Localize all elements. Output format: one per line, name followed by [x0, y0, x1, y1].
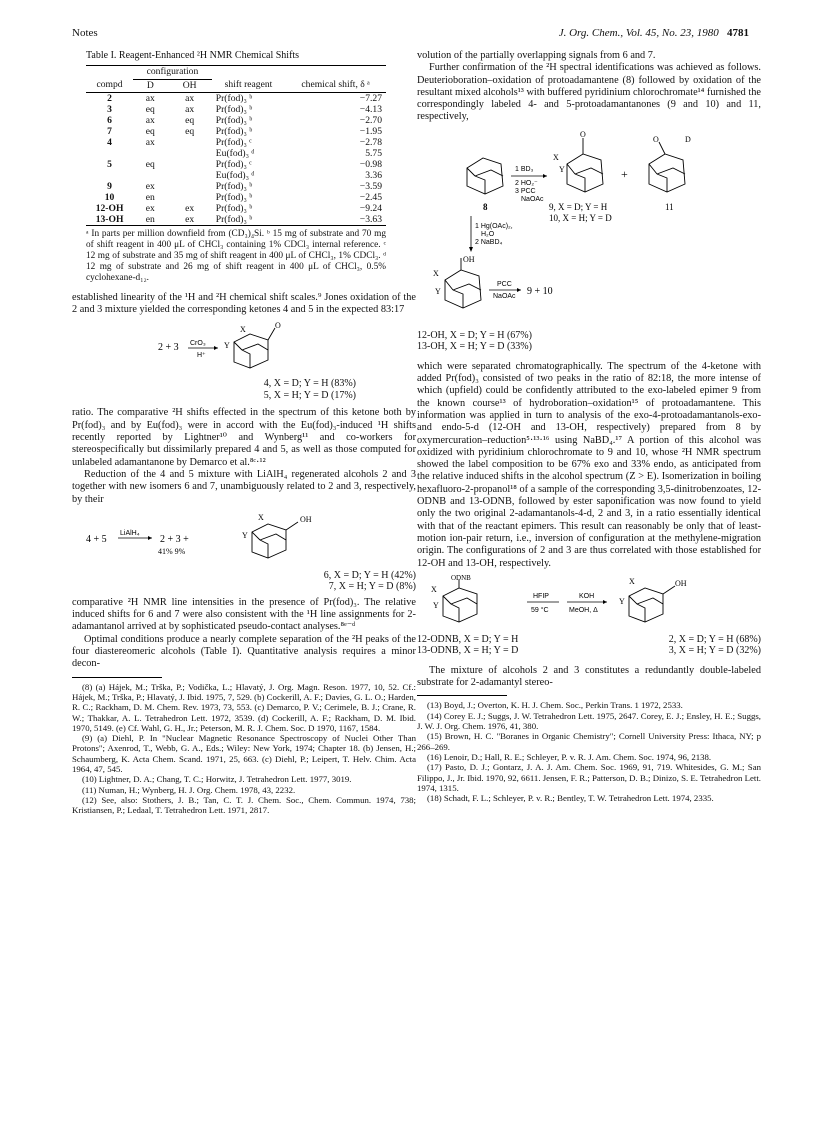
- scheme-2-drawing: [72, 510, 416, 570]
- oxymercuration-step: 1 Hg(OAc)₂,: [475, 222, 513, 230]
- table-cell: −3.59: [359, 180, 382, 192]
- reduction-step: 2 NaBD₄: [475, 238, 503, 246]
- table-row: [86, 92, 386, 104]
- col-header: OH: [182, 79, 197, 91]
- table-cell: [168, 148, 212, 159]
- scheme-2-caption: [72, 570, 416, 593]
- col-header: chemical shift, δ ᵃ: [301, 79, 370, 91]
- footnote: (18) Schadt, F. L.; Schleyer, P. v. R.; Bentley, T. W. Tetrahedron Lett. 1974, 2335.: [427, 793, 714, 804]
- table-cell: Pr(fod)₃ ᵇ: [215, 103, 253, 115]
- paragraph: The mixture of alcohols 2 and 3 constitutes a redundantly double-labeled substrate for 2-adamantyl stereo-: [417, 664, 761, 689]
- footnote: (11) Numan, H.; Wynberg, H. J. Org. Chem. 1978, 43, 2232.: [82, 784, 296, 795]
- footnote: (9) (a) Diehl, P. In "Nuclear Magnetic Resonance Spectroscopy of Nuclei Other Than Protons"; Axenrod, T., Webb, G. A., Eds.; Wiley: New York, 1974; Chapter 18. (b) Jensen, H.; Schaumberg, K. Acta Chem. Scand. 1971, 25, 663. (c) Diehl, P.; Leipert, T. Helv. Chim. Acta 1964, 47, 545.: [72, 733, 416, 775]
- footnote-rule: [72, 677, 162, 678]
- reagent-naoac: NaOAc: [493, 292, 516, 300]
- table-cell: ex: [145, 180, 155, 192]
- reagent-cro3: CrO₃: [190, 340, 206, 348]
- table-cell: 3.36: [365, 169, 382, 181]
- footnote: (17) Pasto, D. J.; Gontarz, J. A. J. Am. Chem. Soc. 1969, 91, 719. Whitesides, G. M.; San Filippo, J., Jr. Ibid. 1970, 92, 6611. Jensen, F. R.; Patterson, D. B.; Dinizo, S. E. Tetrahedron Lett. 1974, 1315.: [417, 762, 761, 793]
- footnote: (14) Corey E. J.; Suggs, J. W. Tetrahedron Lett. 1975, 2647. Corey, E. J.; Ensley, H. E.; Suggs, J. W. J. Org. Chem. 1976, 41, 380.: [417, 710, 761, 732]
- table-cell: ax: [145, 136, 155, 148]
- journal-citation: J. Org. Chem., Vol. 45, No. 23, 1980: [558, 27, 719, 39]
- sub-x: X: [258, 512, 264, 522]
- protoadamantanone-structure: [567, 138, 603, 192]
- table-cell: [133, 148, 167, 159]
- compound-8-label: 8: [483, 201, 488, 212]
- reaction-temp: 59 °C: [531, 606, 549, 614]
- table-cell: −2.78: [359, 136, 382, 148]
- right-footnotes: [417, 700, 761, 803]
- step-1: 1 BD₃: [515, 165, 534, 173]
- sub-x: X: [629, 576, 635, 586]
- table-row: [86, 137, 386, 148]
- paragraph: volution of the partially overlapping signals from 6 and 7.: [417, 50, 656, 61]
- protoadamantene-structure: [467, 158, 503, 194]
- arrowhead: [214, 346, 218, 350]
- footnote: (15) Brown, H. C. "Boranes in Organic Chemistry"; Cornell University Press: Ithaca, NY; p 266–269.: [417, 731, 761, 752]
- adamantanol-structure: [252, 522, 298, 558]
- table-cell: [86, 170, 133, 181]
- paragraph: which were separated chromatographically. The spectrum of the 4-ketone with added Pr(fod)₃ consisted of two peaks in the ratio of 82:18, the more intense of which (upfield) could be confidently attributed to the exo-labeled epimer 9 from the known course¹³ of hydroboration–oxidation¹⁵ of protoadamantene. This information was applied in turn to analysis of the exo-4-protoadamantanols-exo- and endo-5-d (12-OH and 13-OH, respectively) prepared from 8 by oxymercuration–reduction⁵·¹³·¹⁶ using NaBD₄.¹⁷ A portion of this alcohol was oxidized with pyridinium chlorochromate to 9 and 10, whose ²H NMR spectrum showed the label composition to be 67% exo and 33% endo, as anticipated from the relative induced shifts in the alcohol spectrum (Z > E). Isomerization in boiling hexafluoro-2-propanol¹⁸ of a sample of the corresponding 3,5-dinitrobenzoates, 12-ODNB and 13-ODNB, followed by ester saponification was now found to yield only the two original 2-adamantanols-4-d, 2 and 3, in a ratio essentially identical with that of the reactant epimers. This result can reasonably be only that of least-motion ion-pair return, i.e., inversion of configuration at the methylene-migration origin. The configurations of 2 and 3 are thus correlated with those established for 12-OH and 13-OH, respectively.: [417, 360, 761, 569]
- table-cell: −2.45: [359, 191, 382, 203]
- arrowhead: [517, 288, 521, 292]
- table-cell: Pr(fod)₃ ᵇ: [215, 213, 253, 225]
- right-column: [417, 50, 761, 803]
- table-cell: [133, 170, 167, 181]
- table-row: [86, 126, 386, 137]
- config-header: configuration: [133, 66, 212, 79]
- scheme-isomerization: [417, 574, 761, 630]
- table-cell: [168, 137, 212, 148]
- table-row: [86, 104, 386, 115]
- compound-10-label: 10, X = H; Y = D: [549, 212, 612, 223]
- footnote-rule: [417, 695, 507, 696]
- arrowhead: [603, 600, 607, 604]
- arrowhead: [148, 536, 152, 540]
- table-cell: −1.95: [359, 125, 382, 137]
- arrowhead: [543, 174, 547, 178]
- reagent-hfip: HFIP: [533, 592, 549, 600]
- table-cell: 4: [107, 136, 112, 148]
- caption-line: 6, X = D; Y = H (42%): [323, 569, 416, 581]
- step-2: 2 HO₂⁻: [515, 179, 538, 187]
- caption-line: 5, X = H; Y = D (17%): [263, 389, 356, 401]
- table-row: [86, 214, 386, 226]
- sub-x: X: [431, 584, 437, 594]
- table-cell: eq: [145, 103, 155, 115]
- table-cell: [168, 159, 212, 170]
- scheme-4-drawing: [417, 574, 761, 630]
- table-footnote: ᵃ In parts per million downfield from (CD₃)₄Si. ᵇ 15 mg of substrate and 70 mg of shift reagent in 400 μL of CHCl₃ containing 1% CDCl₃ internal reference. ᶜ 12 mg of substrate and 35 mg of shift reagent in 400 μL of CHCl₃, 1% CDCl₃. ᵈ 12 mg of substrate and 26 mg of shift reagent in 400 μL of CHCl₃, 0.5% cyclohexane-d₁₂.: [86, 228, 386, 283]
- ketone-11-structure: [649, 142, 685, 192]
- scheme-3-drawing: [417, 128, 761, 340]
- paragraph: established linearity of the ¹H and ²H chemical shift scales.⁹ Jones oxidation of the 2 and 3 mixture yielded the corresponding ketones 4 and 5 in the expected 83:17: [72, 291, 416, 316]
- step-3: 3 PCC: [515, 187, 536, 195]
- table-cell: Eu(fod)₃ ᵈ: [215, 169, 255, 181]
- reagent-koh: KOH: [579, 592, 595, 600]
- col-header: compd: [96, 79, 123, 91]
- footnote: (16) Lenoir, D.; Hall, R. E.; Schleyer, P. v. R. J. Am. Chem. Soc. 1974, 96, 2138.: [427, 751, 712, 762]
- caption-left: [417, 634, 518, 657]
- sub-y: Y: [224, 341, 230, 351]
- table-row: [86, 170, 386, 181]
- running-head-journal: [559, 27, 749, 39]
- caption-line: 2, X = D; Y = H (68%): [668, 633, 761, 645]
- paragraph: Further confirmation of the ²H spectral identifications was achieved as follows. Deuterioboration–oxidation of protoadamantene (8) followed by oxidation of the resultant mixed alcohols¹³ with buffered pyridinium chlorochromate¹⁴ furnished the correspondingly labeled 4- and 5-protoadamantanones (9 and 10) and 11, respectively,: [417, 62, 761, 123]
- sub-y: Y: [433, 600, 439, 610]
- scheme-4-caption: [417, 634, 761, 657]
- col-header: D: [146, 79, 154, 91]
- product-yields: 41% 9%: [158, 546, 186, 556]
- scheme-products: 2 + 3 +: [160, 533, 189, 545]
- deuterium-label: D: [685, 134, 691, 144]
- sub-x: X: [553, 152, 559, 162]
- table-cell: Pr(fod)₃ ᶜ: [215, 136, 252, 148]
- oxymercuration-water: H₂O: [481, 230, 495, 238]
- paragraph: ratio. The comparative ²H shifts effected in the spectrum of this ketone both by Pr(fod)₃ and by Eu(fod)₃ were in accord with the Eu(fod)₃-induced ¹H shifts recently reported by Lightner¹⁰ and Wynberg¹¹ and co-workers for stereospecifically but dissimilarly prepared 4 and 5, as well as those computed for unlabeled adamantanone by Demarco et al.⁸ᶜ·¹²: [72, 407, 416, 468]
- paragraph: Reduction of the 4 and 5 mixture with LiAlH₄ regenerated alcohols 2 and 3 together with new isomers 6 and 7, unambiguously related to 2 and 3, respectively, by their: [72, 468, 416, 505]
- step-3b: NaOAc: [521, 195, 544, 203]
- oxidation-products: 9 + 10: [527, 285, 553, 297]
- table-cell: −2.70: [359, 114, 382, 126]
- table-cell: 5.75: [365, 147, 382, 159]
- table-cell: Pr(fod)₃ ᵇ: [215, 92, 253, 104]
- running-head-section: Notes: [72, 27, 98, 39]
- caption-line: 3, X = H; Y = D (32%): [668, 645, 761, 657]
- table-cell: 7: [107, 125, 112, 137]
- table-cell: −3.63: [359, 213, 382, 225]
- carbonyl-o: O: [653, 134, 659, 144]
- caption-line: 12-ODNB, X = D; Y = H: [417, 633, 519, 645]
- table-cell: en: [145, 191, 155, 203]
- scheme-1-caption: [72, 378, 356, 401]
- table-cell: Pr(fod)₃ ᵇ: [215, 125, 253, 137]
- footnote: (10) Lightner, D. A.; Chang, T. C.; Horwitz, J. Tetrahedron Lett. 1977, 3019.: [82, 774, 352, 785]
- reagent-acid: H⁺: [197, 352, 206, 360]
- caption-line: 7, X = H; Y = D (8%): [328, 581, 416, 593]
- sub-y: Y: [559, 164, 565, 174]
- footnote: (12) See, also: Stothers, J. B.; Tan, C. T. J. Chem. Soc., Chem. Commun. 1974, 738; Kristiansen, P.; Ledaal, T. Tetrahedron Lett. 1971, 2817.: [72, 794, 416, 816]
- sub-x: X: [433, 268, 439, 278]
- table-cell: [86, 148, 133, 159]
- table-cell: Pr(fod)₃ ᵇ: [215, 191, 253, 203]
- plus-sign: +: [621, 166, 628, 181]
- scheme-deuterioboration: [417, 128, 761, 340]
- sub-y: Y: [242, 530, 248, 540]
- caption-line: 12-OH, X = D; Y = H (67%): [417, 329, 532, 341]
- table-row: [86, 203, 386, 214]
- table-cell: Pr(fod)₃ ᵇ: [215, 202, 253, 214]
- arrowhead: [469, 247, 473, 252]
- paragraph: Optimal conditions produce a nearly complete separation of the ²H peaks of the four diastereomeric alcohols (Table I). Quantitative analysis requires a minor decon-: [72, 633, 416, 670]
- table-row: [86, 192, 386, 203]
- protoadamantanol-structure: [445, 258, 481, 308]
- compound-9-label: 9, X = D; Y = H: [549, 201, 608, 212]
- table-row: [86, 181, 386, 192]
- table-cell: [168, 192, 212, 203]
- table-title: Table I. Reagent-Enhanced ²H NMR Chemical Shifts: [86, 50, 300, 61]
- reagent-lialh4: LiAlH₄: [120, 529, 140, 537]
- caption-line: 13-ODNB, X = H; Y = D: [417, 645, 519, 657]
- adamantanone-structure: [234, 328, 275, 368]
- table-cell: en: [145, 213, 155, 225]
- odnb-group: ODNB: [451, 573, 471, 582]
- table-cell: −0.98: [359, 158, 382, 170]
- left-column: [72, 50, 416, 816]
- scheme-1-drawing: [72, 320, 416, 380]
- table-cell: ax: [185, 103, 195, 115]
- footnote: (13) Boyd, J.; Overton, K. H. J. Chem. Soc., Perkin Trans. 1 1972, 2533.: [427, 700, 683, 711]
- table-cell: Pr(fod)₃ ᵇ: [215, 114, 253, 126]
- sub-y: Y: [619, 596, 625, 606]
- table-cell: Pr(fod)₃ ᶜ: [215, 158, 252, 170]
- left-footnotes: [72, 682, 416, 816]
- table-cell: ex: [185, 213, 195, 225]
- hydroxyl: OH: [675, 578, 687, 588]
- scheme-reactants: 4 + 5: [86, 533, 107, 545]
- compound-11-label: 11: [665, 201, 674, 212]
- table-cell: 6: [107, 114, 112, 126]
- table-cell: 13-OH: [95, 213, 124, 225]
- table-cell: 5: [107, 158, 112, 170]
- caption-line: 4, X = D; Y = H (83%): [263, 378, 356, 390]
- shift-table: [86, 65, 386, 226]
- adamantanol-product-structure: [629, 586, 675, 622]
- table-row: [86, 148, 386, 159]
- table-row: [86, 159, 386, 170]
- odnb-ester-structure: [443, 580, 477, 622]
- hydroxyl: OH: [463, 254, 475, 264]
- table-cell: −7.27: [359, 92, 382, 104]
- footnote: (8) (a) Hájek, M.; Trška, P.; Vodička, L.; Hlavatý, J. Org. Magn. Reson. 1977, 10, 52. Cf.: Hájek, M.; Trška, P.; Hlavatý, J. Ibid. 1975, 7, 529. (b) Cockerill, A. F.; Davies, G. L. O.; Harden, R. C.; Rackham, D. M. Chem. Rev. 1973, 73, 553. (c) Demarco, P. V.; Cerimele, B. J.; Crane, R. W.; Thakkar, A. L. Tetrahedron Lett. 1972, 3539. (d) Cockerill, A. F.; Rackham, D. M. Ibid. 1970, 5149. (e) Cf. Wahl, G. H., Jr.; Peterson, M. R. J. Chem. Soc. D 1970, 1167, 1584.: [72, 681, 416, 733]
- table-row: [86, 115, 386, 126]
- table-cell: Eu(fod)₃ ᵈ: [215, 147, 255, 159]
- table-cell: eq: [145, 158, 155, 170]
- page-number: 4781: [727, 27, 749, 39]
- scheme-reactants: 2 + 3: [158, 342, 179, 354]
- sub-x: X: [240, 325, 246, 335]
- table-cell: ax: [185, 92, 195, 104]
- paragraph: comparative ²H NMR line intensities in the presence of Pr(fod)₃. The relative induced shifts for 6 and 7 were also consistent with the ¹H line assignments for 2-adamantanol arrived at by sophisticated pseudo-contact analyses.⁸ᵉ⁻ᵈ: [72, 596, 416, 633]
- caption-line: 13-OH, X = H; Y = D (33%): [417, 341, 532, 353]
- table-cell: Pr(fod)₃ ᵇ: [215, 180, 253, 192]
- col-header: shift reagent: [224, 79, 273, 91]
- table-cell: 10: [104, 191, 115, 203]
- reagent-meoh: MeOH, Δ: [569, 606, 598, 614]
- table-cell: 12-OH: [95, 202, 124, 214]
- table-cell: 9: [107, 180, 112, 192]
- sub-y: Y: [435, 286, 441, 296]
- table-cell: ex: [185, 202, 195, 214]
- scheme-lialh4-reduction: [72, 510, 416, 570]
- table-cell: ax: [145, 114, 155, 126]
- table-cell: −9.24: [359, 202, 382, 214]
- table-cell: [168, 170, 212, 181]
- table-cell: eq: [185, 114, 195, 126]
- table-cell: ex: [145, 202, 155, 214]
- carbonyl-o: O: [580, 129, 586, 139]
- caption-right: [669, 634, 761, 657]
- table-cell: ax: [145, 92, 155, 104]
- table-cell: −4.13: [359, 103, 382, 115]
- table-cell: 2: [107, 92, 112, 104]
- hydroxyl: OH: [300, 514, 312, 524]
- table-cell: [168, 181, 212, 192]
- table-cell: eq: [185, 125, 195, 137]
- carbonyl-o: O: [275, 321, 281, 331]
- scheme-jones-oxidation: [72, 320, 416, 380]
- table-cell: eq: [145, 125, 155, 137]
- reagent-pcc: PCC: [497, 280, 512, 288]
- table-cell: 3: [107, 103, 112, 115]
